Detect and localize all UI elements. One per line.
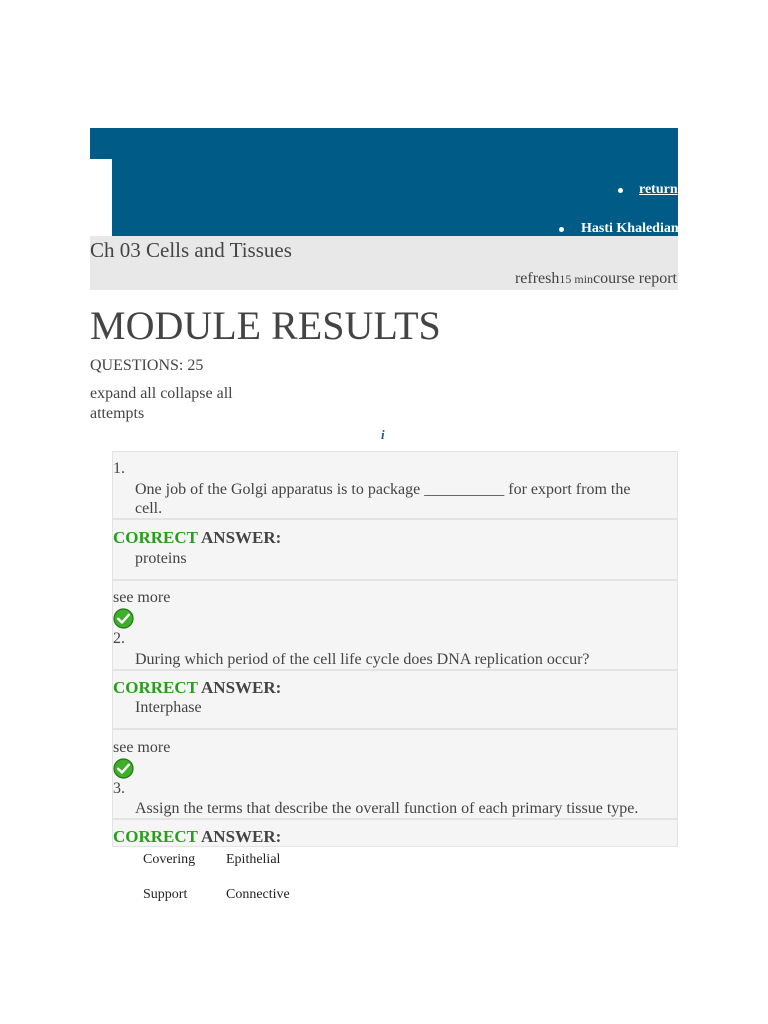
correct-label: CORRECT bbox=[113, 528, 198, 547]
answer-label: ANSWER: bbox=[201, 528, 282, 547]
expand-collapse-controls bbox=[90, 385, 233, 403]
return-link[interactable]: return bbox=[639, 182, 678, 197]
answer-value: Interphase bbox=[135, 699, 202, 716]
answer-value: proteins bbox=[135, 550, 187, 567]
check-circle-icon bbox=[113, 608, 134, 629]
header-notch bbox=[90, 159, 112, 236]
user-name[interactable]: Hasti Khaledian bbox=[581, 221, 679, 236]
question-text: cell. bbox=[135, 500, 163, 517]
bullet bbox=[618, 188, 623, 193]
answer-label: ANSWER: bbox=[201, 678, 282, 697]
see-more-link[interactable]: see more bbox=[113, 589, 171, 606]
refresh-link[interactable]: refresh bbox=[514, 270, 560, 287]
match-tissue: Connective bbox=[226, 887, 290, 902]
match-tissue: Epithelial bbox=[226, 852, 281, 867]
correct-answer-label bbox=[113, 678, 281, 698]
question-text: One job of the Golgi apparatus is to package __________ for export from the bbox=[135, 481, 631, 498]
question-number: 1. bbox=[113, 460, 125, 477]
match-term: Support bbox=[143, 887, 188, 902]
correct-label: CORRECT bbox=[113, 678, 198, 697]
collapse-all-link[interactable]: collapse all bbox=[160, 385, 233, 402]
check-circle-icon bbox=[113, 758, 134, 779]
questions-count: QUESTIONS: 25 bbox=[90, 357, 204, 374]
course-actions bbox=[515, 270, 677, 288]
course-title: Ch 03 Cells and Tissues bbox=[90, 238, 292, 262]
see-more-link[interactable]: see more bbox=[113, 739, 171, 756]
correct-label: CORRECT bbox=[113, 827, 198, 846]
correct-answer-label bbox=[113, 528, 281, 548]
header-bar bbox=[90, 128, 678, 236]
bullet bbox=[559, 227, 564, 232]
attempts-label[interactable]: attempts bbox=[90, 405, 145, 422]
question-number: 3. bbox=[113, 780, 125, 797]
info-icon[interactable]: i bbox=[381, 427, 385, 442]
correct-answer-label bbox=[113, 827, 281, 847]
question-text: During which period of the cell life cycle does DNA replication occur? bbox=[135, 651, 590, 668]
question-number: 2. bbox=[113, 630, 125, 647]
refresh-interval: 15 min bbox=[559, 272, 594, 286]
match-term: Covering bbox=[143, 852, 196, 867]
course-report-link[interactable]: course report bbox=[593, 270, 677, 287]
expand-all-link[interactable]: expand all bbox=[90, 385, 157, 402]
answer-label: ANSWER: bbox=[201, 827, 282, 846]
page-title: MODULE RESULTS bbox=[90, 303, 441, 348]
question-text: Assign the terms that describe the overall function of each primary tissue type. bbox=[135, 800, 639, 817]
